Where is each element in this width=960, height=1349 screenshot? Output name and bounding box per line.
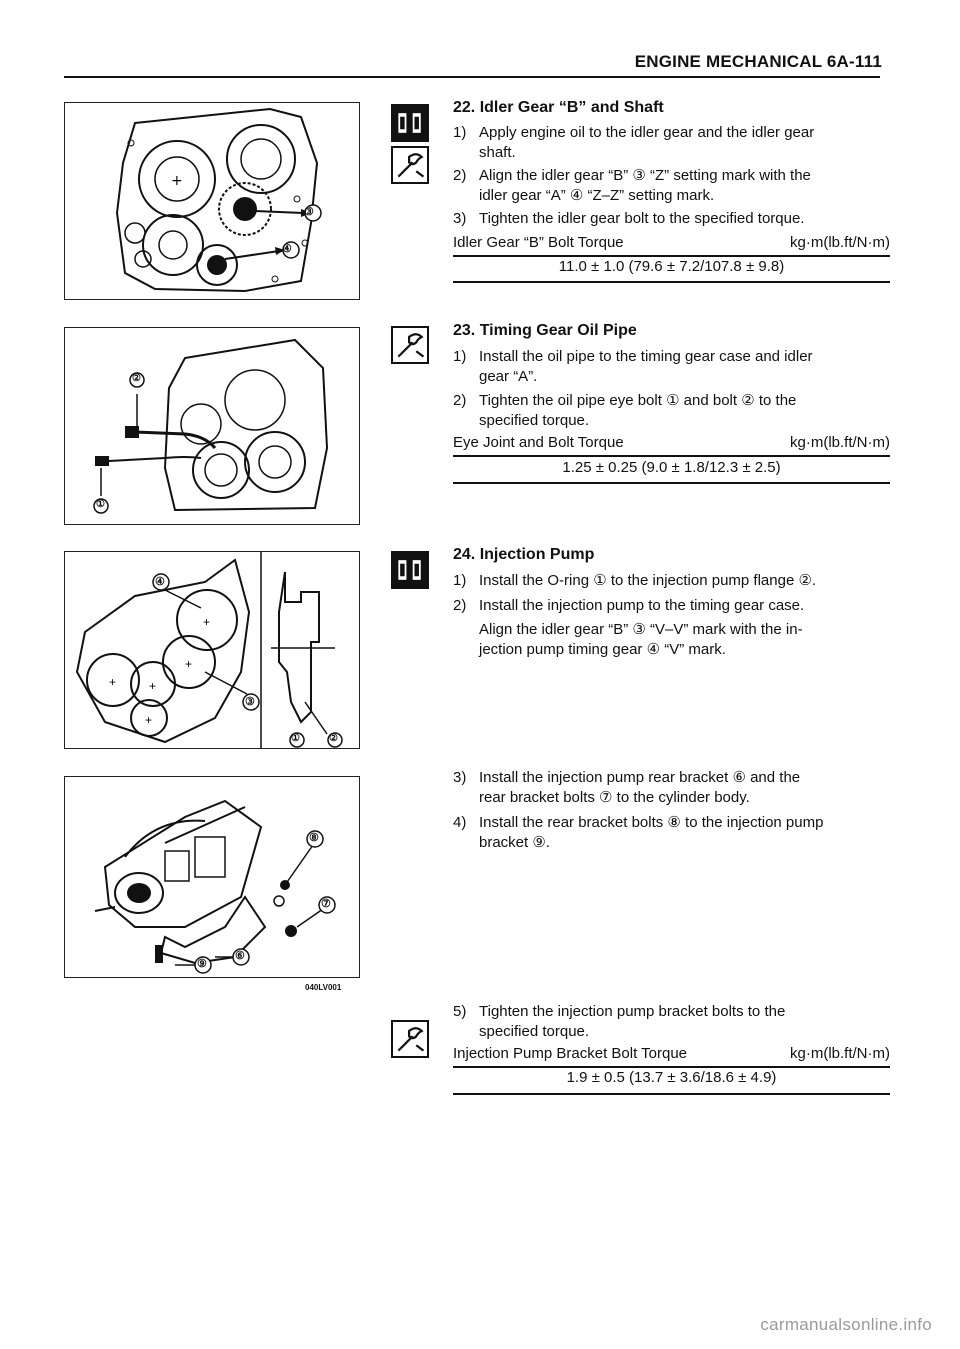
step-24-1 [453,571,893,591]
svg-text:+: + [109,675,117,689]
torque-rule [453,455,890,457]
figure-idler-gear [64,102,360,300]
callout-8: ⑧ [309,832,319,844]
step-text: Install the O-ring ① to the injection pump flange ②. [479,572,817,589]
step-text-cont: specified torque. [479,412,590,429]
tighten-icon [391,326,429,364]
idler-gear-illustration [65,103,359,299]
step-24-2 [453,596,893,616]
svg-text:+: + [185,657,193,671]
step-24-3 [453,768,893,808]
section-title-injection-pump: 24. Injection Pump [453,546,595,563]
step-text: Install the rear bracket bolts ⑧ to the injection pump [479,814,824,831]
step-number: 1) [453,348,467,365]
step-number: 3) [453,210,467,227]
torque-label: Idler Gear “B” Bolt Torque [453,234,624,251]
note-line: jection pump timing gear ④ “V” mark. [479,641,726,658]
header-rule [64,76,880,78]
svg-text:+: + [171,173,183,189]
callout-4: ④ [155,576,165,588]
figure-timing-gear-oil-pipe [64,327,360,525]
step-number: 1) [453,124,467,141]
step-22-2 [453,166,893,206]
torque-rule [453,1066,890,1068]
step-text-cont: bracket ⑨. [479,834,550,851]
step-number: 2) [453,167,467,184]
torque-rule [453,482,890,484]
callout-2: ② [329,733,338,744]
step-number: 3) [453,769,467,786]
callout-3: ③ [245,696,255,708]
step-text: Install the oil pipe to the timing gear case and idler [479,348,813,365]
step-text: Install the injection pump to the timing gear case. [479,597,805,614]
svg-text:+: + [149,679,157,693]
injection-pump-timing-illustration [65,552,359,748]
watermark: carmanualsonline.info [760,1315,932,1334]
step-text-cont: gear “A”. [479,368,538,385]
callout-2: ② [132,373,141,384]
torque-unit: kg·m(lb.ft/N·m) [790,1045,890,1062]
svg-text:+: + [145,713,153,727]
step-number: 2) [453,597,467,614]
section-title-idler-gear: 22. Idler Gear “B” and Shaft [453,99,664,116]
torque-value: 1.25 ± 0.25 (9.0 ± 1.8/12.3 ± 2.5) [562,459,781,476]
step-text: Tighten the idler gear bolt to the specified torque. [479,210,805,227]
torque-rule [453,281,890,283]
torque-label: Eye Joint and Bolt Torque [453,434,624,451]
install-icon [391,551,429,589]
page-header-title: ENGINE MECHANICAL 6A-111 [634,52,882,71]
torque-value: 1.9 ± 0.5 (13.7 ± 3.6/18.6 ± 4.9) [566,1069,777,1086]
step-number: 4) [453,814,467,831]
torque-rule [453,1093,890,1095]
step-24-note [453,620,919,660]
callout-7: ⑦ [321,898,331,910]
callout-3: ③ [304,206,314,218]
step-24-4 [453,813,893,853]
step-number: 1) [453,572,467,589]
callout-4: ④ [282,243,292,255]
step-22-3 [453,209,893,229]
figure-code: 040LV001 [305,983,342,992]
torque-value: 11.0 ± 1.0 (79.6 ± 7.2/107.8 ± 9.8) [558,258,785,275]
step-22-1 [453,123,893,163]
section-title-timing-gear-oil-pipe: 23. Timing Gear Oil Pipe [453,322,637,339]
oil-pipe-illustration [65,328,359,524]
step-text-cont: shaft. [479,144,516,161]
step-23-2 [453,391,893,431]
tighten-icon [391,1020,429,1058]
install-icon [391,104,429,142]
step-text-cont: rear bracket bolts ⑦ to the cylinder body. [479,789,750,806]
note-line: Align the idler gear “B” ③ “V–V” mark with the in- [479,621,803,638]
step-text: Tighten the oil pipe eye bolt ① and bolt ② to the [479,392,797,409]
step-text-cont: specified torque. [479,1023,590,1040]
step-number: 5) [453,1003,467,1020]
step-23-1 [453,347,893,387]
step-number: 2) [453,392,467,409]
callout-9: ⑨ [197,958,207,970]
rear-bracket-illustration [65,777,359,977]
callout-6: ⑥ [235,950,245,962]
step-text: Apply engine oil to the idler gear and the idler gear [479,124,815,141]
torque-label: Injection Pump Bracket Bolt Torque [453,1045,688,1062]
svg-text:+: + [203,615,211,629]
step-text: Align the idler gear “B” ③ “Z” setting mark with the [479,167,811,184]
torque-rule [453,255,890,257]
callout-1: ① [96,499,105,510]
torque-unit: kg·m(lb.ft/N·m) [790,234,890,251]
step-text: Tighten the injection pump bracket bolts to the [479,1003,786,1020]
callout-1: ① [291,733,300,744]
step-text: Install the injection pump rear bracket ⑥ and the [479,769,801,786]
torque-unit: kg·m(lb.ft/N·m) [790,434,890,451]
figure-injection-pump-timing [64,551,360,749]
step-24-5 [453,1002,893,1042]
figure-injection-pump-rear-bracket [64,776,360,978]
tighten-icon [391,146,429,184]
step-text-cont: idler gear “A” ④ “Z–Z” setting mark. [479,187,715,204]
